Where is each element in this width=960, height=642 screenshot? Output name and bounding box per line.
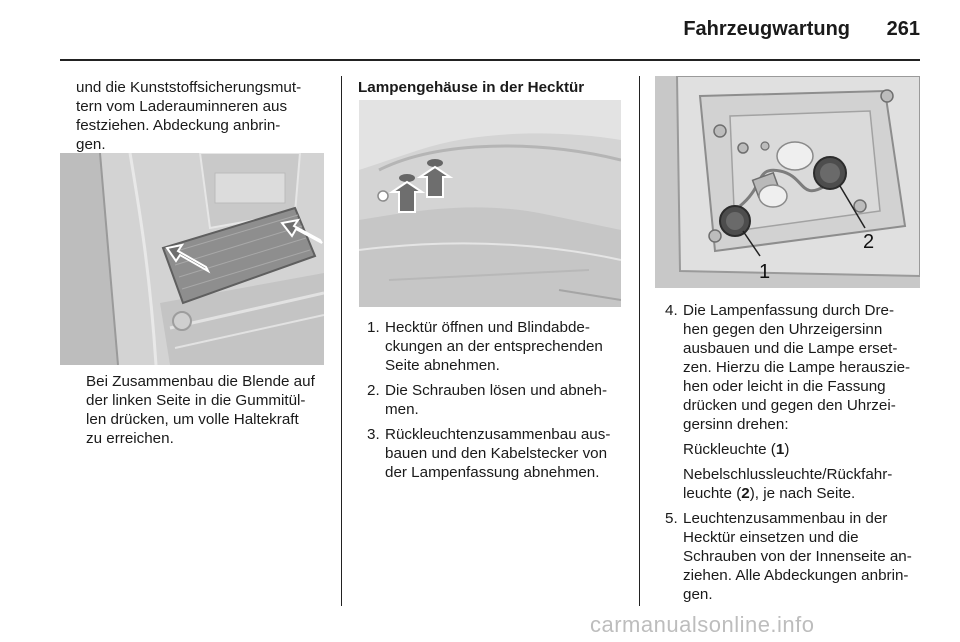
text-line: Die Schrauben lösen und abneh- [385,382,608,399]
text-line: len drücken, um volle Haltekraft [86,411,299,428]
watermark: carmanualsonline.info [590,612,815,637]
step-item [367,318,631,375]
column-divider-right [639,76,640,606]
text-line: men. [385,401,419,418]
text-line: bauen und den Kabelstecker von [385,445,608,462]
text-fragment: Rückleuchte ( [683,441,776,458]
text-line: Schrauben von der Innenseite an- [683,548,912,565]
text-line: Die Lampenfassung durch Dre- [683,302,895,319]
step-number: 5. [665,510,678,527]
text-line: festziehen. Abdeckung anbrin- [76,117,281,134]
text-line: Seite abnehmen. [385,357,500,374]
step-item [665,509,929,604]
callout-ref: 1 [775,441,785,458]
rear-light-note [683,440,929,459]
page-header-title: Fahrzeugwartung [683,18,850,40]
text-fragment: ), je nach Seite. [749,485,856,502]
text-line: Rückleuchtenzusammenbau aus- [385,426,611,443]
step-number: 2. [367,382,380,399]
text-line: der Lampenfassung abnehmen. [385,464,600,481]
step-item [367,381,631,419]
tailgate-illustration [359,100,621,307]
text-line: Bei Zusammenbau die Blende auf [86,373,315,390]
rear-light-assembly-illustration [655,76,920,288]
text-line: hen gegen den Uhrzeigersinn [683,321,883,338]
page-number: 261 [886,18,920,40]
text-line: ausbauen und die Lampe erset- [683,340,898,357]
header-divider [60,59,920,61]
step-item [367,425,631,482]
step-number: 1. [367,319,380,336]
step-number: 3. [367,426,380,443]
steps-list-part2 [665,301,929,610]
text-line: gen. [76,136,106,153]
text-line: zen. Hierzu die Lampe herauszie- [683,359,911,376]
text-line: Hecktür öffnen und Blindabde- [385,319,590,336]
step-item [665,301,929,503]
step-number: 4. [665,302,678,319]
text-line: Leuchtenzusammenbau in der [683,510,888,527]
text-line: gersinn drehen: [683,416,789,433]
callout-ref: 2 [741,485,750,502]
text-line: Hecktür einsetzen und die [683,529,859,546]
text-fragment: ) [784,441,790,458]
callout-label-1: 1 [759,261,771,283]
column-divider-left [341,76,342,606]
text-line: tern vom Laderauminneren aus [76,98,288,115]
text-line: drücken und gegen den Uhrzei- [683,397,896,414]
section-heading: Lampengehäuse in der Hecktür [358,79,585,96]
steps-list-part1 [367,318,631,488]
text-fragment: leuchte ( [683,485,742,502]
text-line: der linken Seite in die Gummitül- [86,392,306,409]
trim-panel-illustration [60,153,324,365]
fog-reverse-light-note [683,465,929,503]
assembly-note [86,372,338,448]
callout-label-2: 2 [863,231,875,253]
text-line: ziehen. Alle Abdeckungen anbrin- [683,567,909,584]
intro-paragraph [76,78,336,154]
text-fragment: Nebelschlussleuchte/Rückfahr- [683,466,893,483]
text-line: gen. [683,586,713,603]
text-line: zu erreichen. [86,430,174,447]
text-line: ckungen an der entsprechenden [385,338,603,355]
text-line: und die Kunststoffsicherungsmut- [76,79,302,96]
text-line: hen oder leicht in die Fassung [683,378,886,395]
